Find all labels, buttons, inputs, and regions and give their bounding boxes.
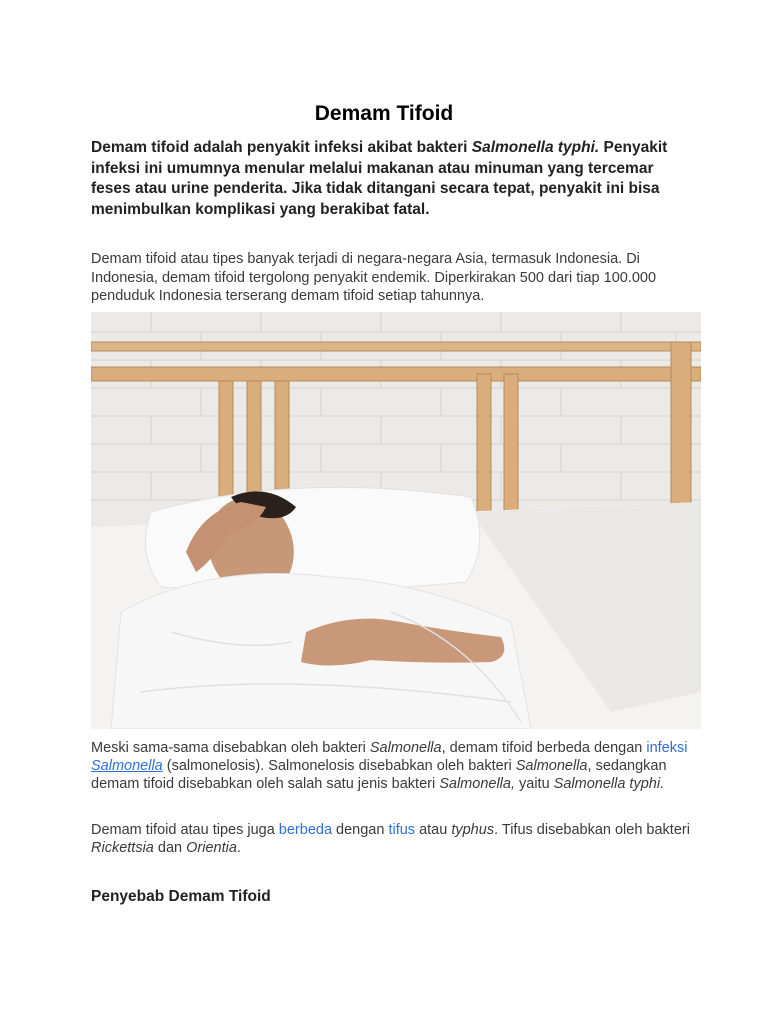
- link-salmonella[interactable]: Salmonella: [91, 758, 163, 774]
- typhus-paragraph: [91, 821, 691, 857]
- p3-italic: Orientia: [186, 840, 237, 856]
- p3-italic: typhus: [451, 822, 495, 838]
- page-title: Demam Tifoid: [314, 102, 454, 125]
- section-heading-penyebab: Penyebab Demam Tifoid: [91, 888, 271, 905]
- p3-text: dan: [153, 840, 187, 856]
- link-berbeda[interactable]: berbeda: [278, 822, 333, 838]
- sick-man-in-bed-photo: [91, 312, 701, 729]
- lead-text-c: Penyakit infeksi ini umumnya menular melalui makanan atau minuman yang tercemar feses atau urine penderita. Jika tidak ditangani secara tepat, penyakit ini bisa menimbulkan komplikasi yang berakibat fatal.: [91, 139, 668, 218]
- lead-paragraph: [91, 138, 671, 220]
- p2-italic: Salmonella: [369, 740, 442, 756]
- link-tifus[interactable]: tifus: [388, 822, 416, 838]
- p2-text: (salmonelosis). Salmonelosis disebabkan oleh bakteri: [162, 758, 516, 774]
- p2-text: yaitu: [514, 776, 554, 792]
- p2-text: , sedangkan demam tifoid disebabkan oleh salah satu jenis bakteri: [91, 758, 667, 792]
- p3-text: dengan: [332, 822, 389, 838]
- p2-italic: Salmonella: [515, 758, 588, 774]
- link-infeksi[interactable]: infeksi: [646, 740, 688, 756]
- p2-text: , demam tifoid berbeda dengan: [441, 740, 647, 756]
- comparison-paragraph: [91, 739, 691, 793]
- p3-text: . Tifus disebabkan oleh bakteri: [494, 822, 690, 838]
- p3-text: .: [236, 840, 241, 856]
- p2-text: Meski sama-sama disebabkan oleh bakteri: [91, 740, 370, 756]
- p2-italic: Salmonella,: [439, 776, 515, 792]
- p3-italic: Rickettsia: [91, 840, 154, 856]
- p2-italic: Salmonella typhi.: [553, 776, 665, 792]
- lead-text-a: Demam tifoid adalah penyakit infeksi akibat bakteri: [91, 139, 472, 156]
- lead-text-italic: Salmonella typhi.: [471, 139, 600, 156]
- intro-paragraph: Demam tifoid atau tipes banyak terjadi di negara-negara Asia, termasuk Indonesia. Di Indonesia, demam tifoid tergolong penyakit endemik. Diperkirakan 500 dari tiap 100.000 penduduk Indonesia terserang demam tifoid setiap tahunnya.: [91, 251, 657, 304]
- p3-text: atau: [415, 822, 452, 838]
- p3-text: Demam tifoid atau tipes juga: [91, 822, 279, 838]
